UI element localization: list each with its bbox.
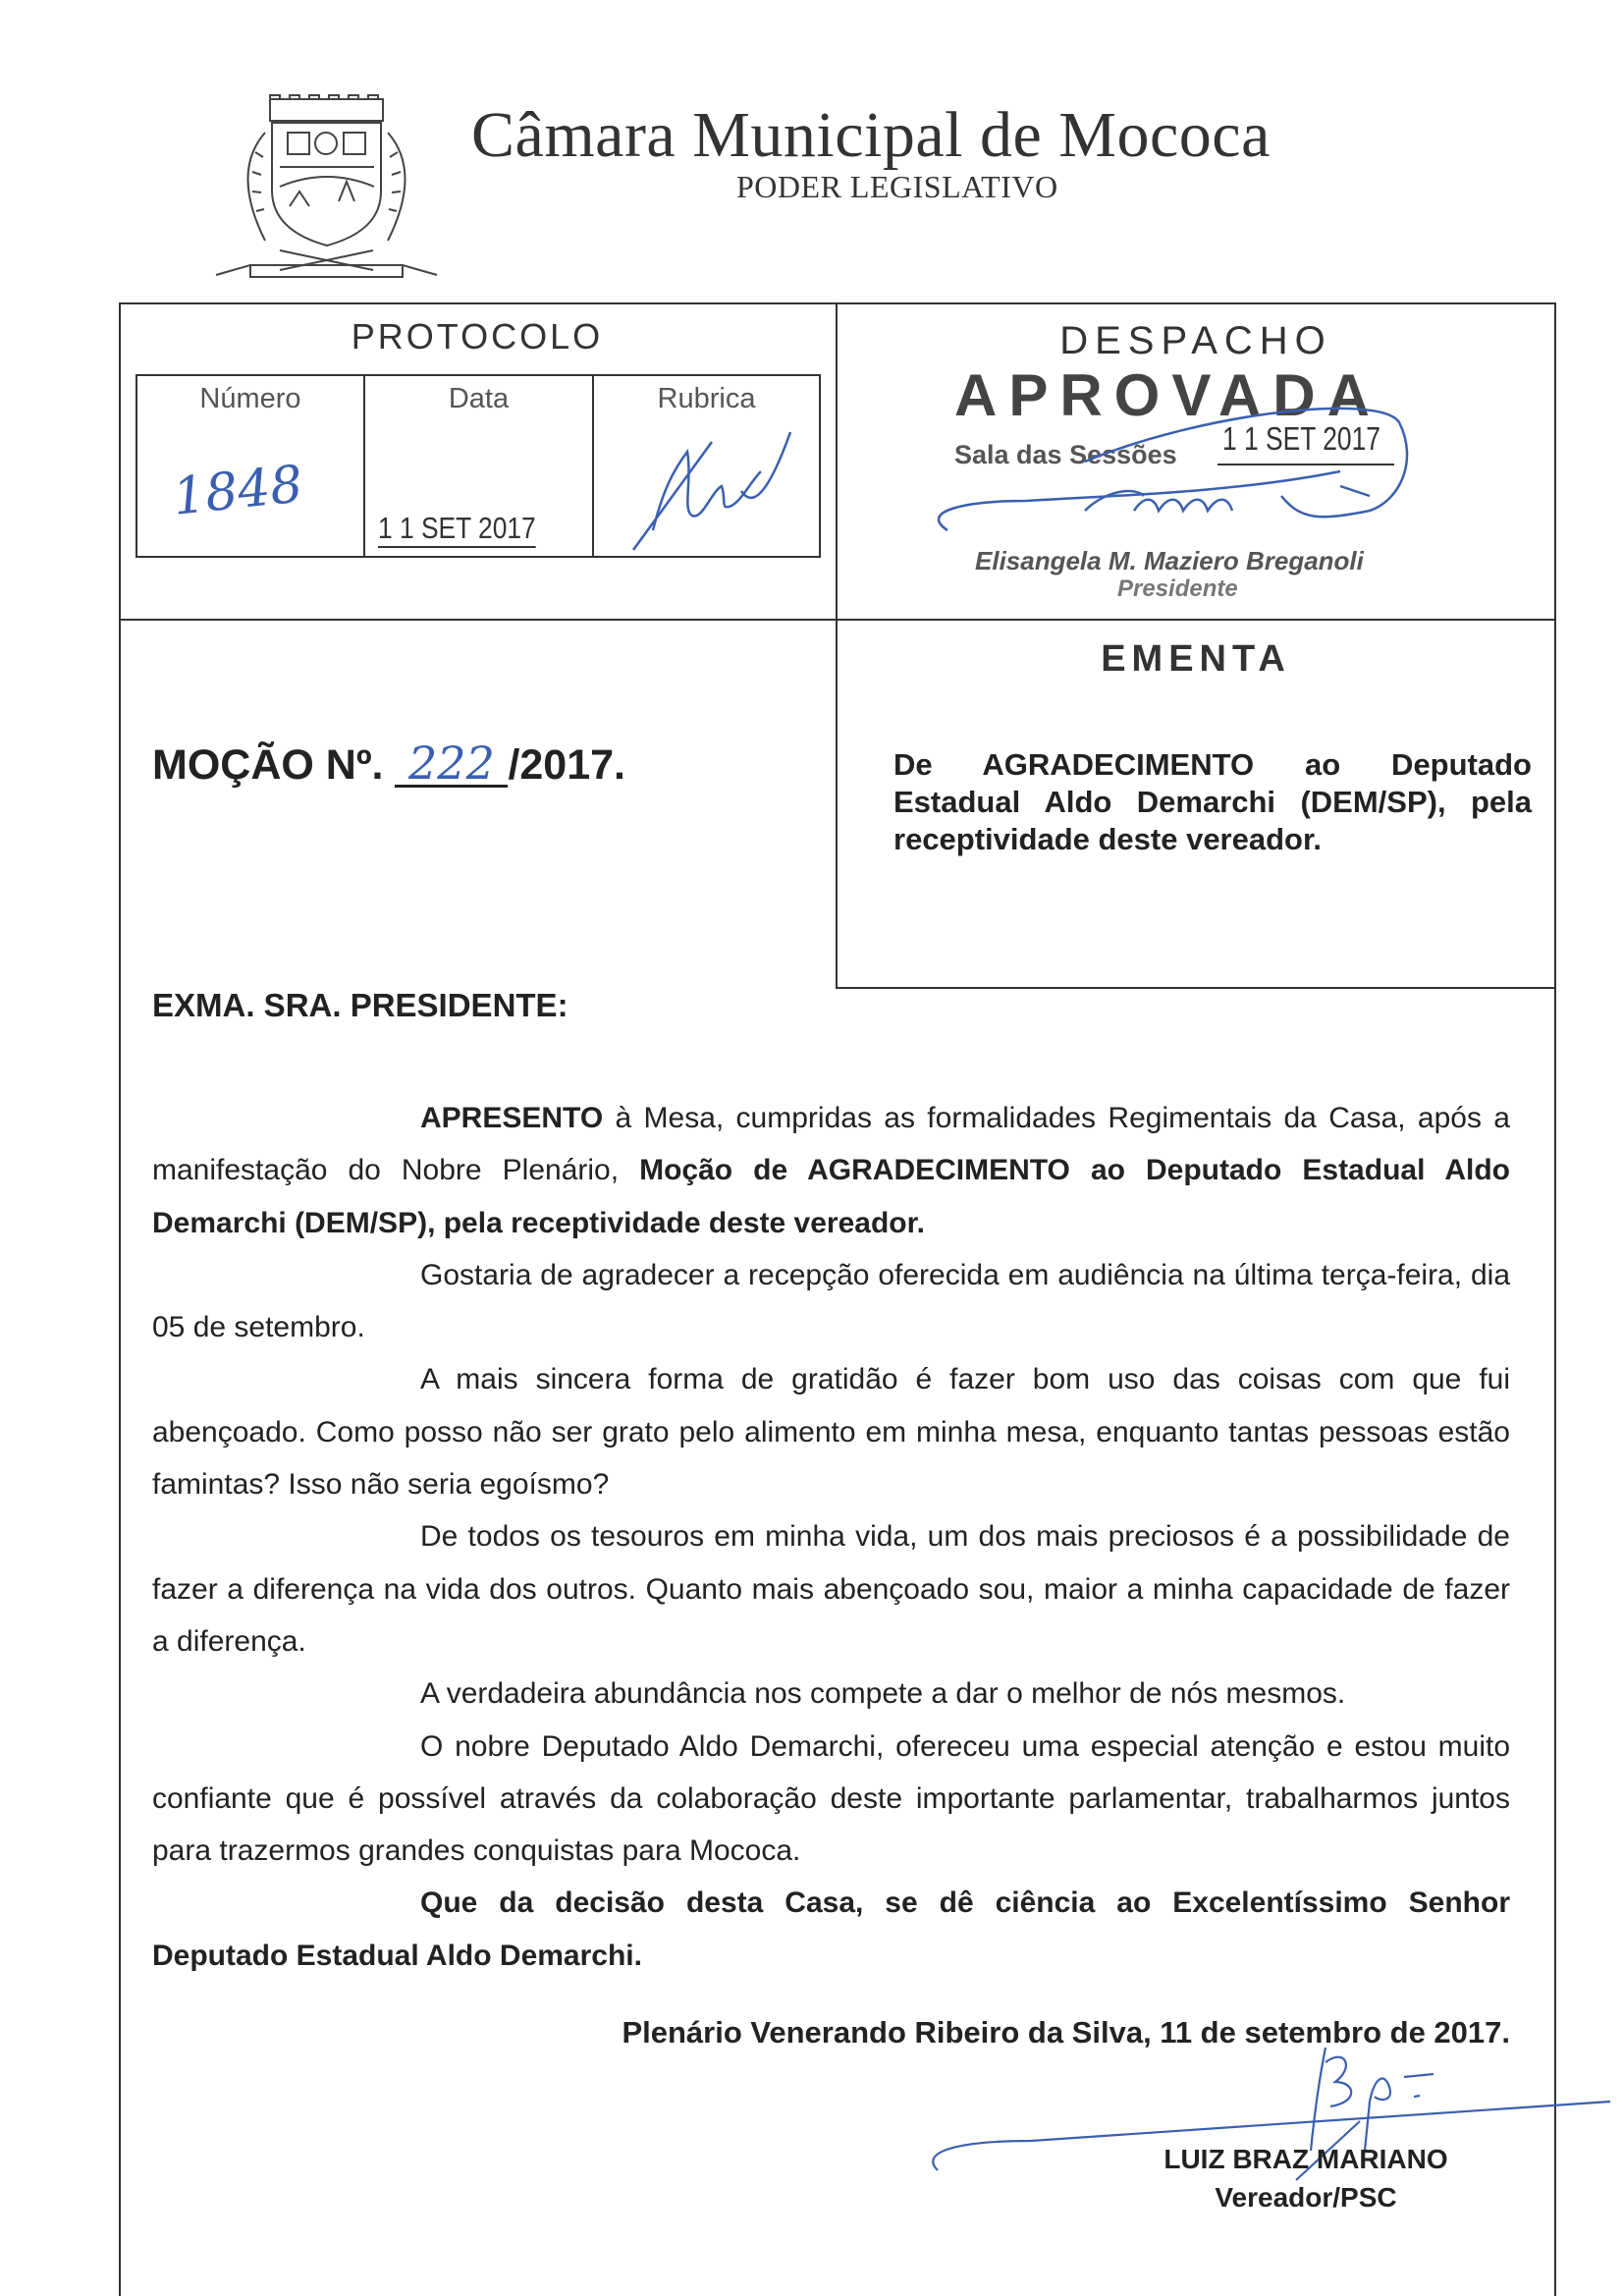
paragraph-1 — [152, 1092, 1510, 1249]
sala-sessoes-label: Sala das Sessões — [954, 440, 1177, 469]
chamber-subtitle: PODER LEGISLATIVO — [736, 169, 1058, 204]
protocolo-table-right — [819, 374, 821, 558]
mocao-number: 222 — [395, 741, 508, 788]
data-label: Data — [448, 383, 510, 414]
paragraph-2: Gostaria de agradecer a recepção oferecida em audiência na última terça-feira, dia 05 de setembro. — [152, 1258, 1510, 1344]
president-role: Presidente — [1117, 575, 1238, 602]
paragraph-5: A verdadeira abundância nos compete a dar o melhor de nós mesmos. — [420, 1677, 1346, 1711]
president-name: Elisangela M. Maziero Breganoli — [975, 546, 1364, 575]
frame-top — [120, 302, 1555, 304]
mocao-heading — [152, 737, 625, 790]
mocao-prefix: MOÇÃO Nº. — [152, 741, 384, 789]
paragraph-7: Que da decisão desta Casa, se dê ciência ao Excelentíssimo Senhor Deputado Estadual Aldo Demarchi. — [152, 1886, 1510, 1972]
frame-right — [1554, 302, 1556, 2296]
frame-row-divider — [120, 619, 1555, 621]
data-value: 1 1 SET 2017 — [378, 511, 536, 548]
councilman-role: Vereador/PSC — [1215, 2182, 1397, 2213]
p1-text: à Mesa, cumpridas as formalidades Regimentais da Casa, após a manifestação do Nobre Plenário, — [152, 1102, 1510, 1187]
protocolo-table-top — [135, 374, 820, 376]
councilman-signature-icon — [923, 2043, 1623, 2200]
numero-label: Número — [199, 383, 301, 414]
chamber-title: Câmara Municipal de Mococa — [471, 99, 1271, 171]
numero-value: 1848 — [170, 455, 306, 527]
paragraph-4: De todos os tesouros em minha vida, um dos mais preciosos é a possibilidade de fazer a diferença na vida dos outros. Quanto mais abençoado sou, maior a minha capacidade de fazer a diferença. — [152, 1520, 1510, 1658]
ementa-text: De AGRADECIMENTO ao Deputado Estadual Aldo Demarchi (DEM/SP), pela receptividade deste vereador. — [893, 747, 1532, 856]
rubrica-signature-icon — [594, 412, 819, 558]
president-signature-icon — [908, 403, 1419, 560]
ementa-bottom — [836, 987, 1555, 989]
rubrica-label: Rubrica — [657, 383, 756, 414]
document-body — [152, 1092, 1510, 1982]
despacho-title: DESPACHO — [1059, 319, 1332, 362]
municipal-coat-of-arms-icon — [211, 93, 442, 280]
councilman-name: LUIZ BRAZ MARIANO — [1163, 2144, 1448, 2174]
closing-line: Plenário Venerando Ribeiro da Silva, 11 de setembro de 2017. — [622, 2015, 1510, 2050]
mocao-suffix: /2017. — [508, 741, 625, 789]
paragraph-6: O nobre Deputado Aldo Demarchi, ofereceu uma especial atenção e estou muito confiante que é possível através da colaboração deste importante parlamentar, trabalharmos juntos para trazermos grandes conquistas para Mococa. — [152, 1729, 1510, 1868]
frame-left — [119, 302, 121, 2296]
paragraph-3: A mais sincera forma de gratidão é fazer bom uso das coisas com que fui abençoado. Como posso não ser grato pelo alimento em minha mesa, enquanto tantas pessoas estão famintas? Isso não seria egoísmo? — [152, 1363, 1510, 1502]
salutation: EXMA. SRA. PRESIDENTE: — [152, 987, 568, 1023]
p1-bold-end: Moção de AGRADECIMENTO ao Deputado Estadual Aldo Demarchi (DEM/SP), pela receptividade deste vereador. — [152, 1154, 1510, 1239]
protocolo-title: PROTOCOLO — [351, 316, 604, 356]
approved-stamp: APROVADA — [954, 362, 1381, 428]
sala-sessoes-date: 1 1 SET 2017 — [1222, 420, 1380, 457]
p1-bold-start: APRESENTO — [420, 1102, 604, 1134]
ementa-title: EMENTA — [1101, 638, 1291, 680]
